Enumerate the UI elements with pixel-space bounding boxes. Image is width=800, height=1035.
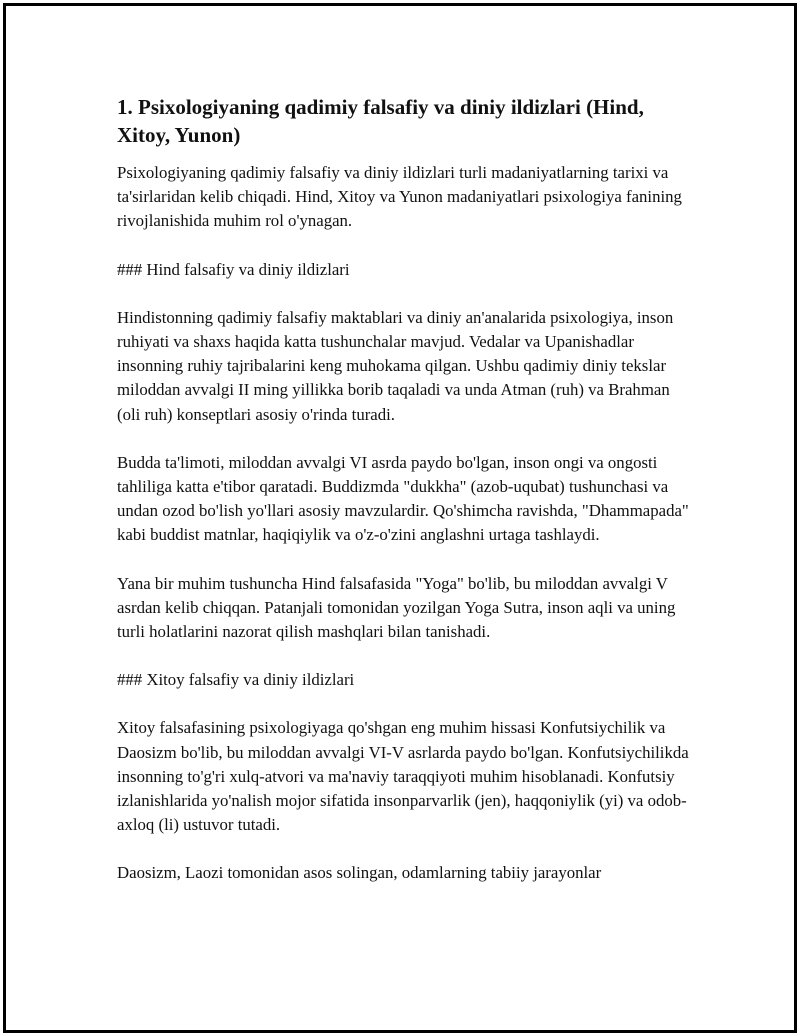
paragraph-xitoy-daoism: Daosizm, Laozi tomonidan asos solingan, odamlarning tabiiy jarayonlar — [117, 863, 602, 883]
paragraph-xitoy-confucianism: Xitoy falsafasining psixologiyaga qo'shgan eng muhim hissasi Konfutsiychilik va Daosizm bo'lib, bu miloddan avvalgi VI-V asrlarda paydo bo'lgan. Konfutsiychilikda insonning to'g'ri xulq-atvori va ma'naviy taraqqiyoti muhim hisoblanadi. Konfutsiy izlanishlarida yo'nalish mojor sifatida insonparvarlik (jen), haqqoniylik (yi) va odob-axloq (li) ustuvor tutadi. — [117, 718, 689, 835]
paragraph-hind-yoga: Yana bir muhim tushuncha Hind falsafasida "Yoga" bo'lib, bu miloddan avvalgi V asrdan kelib chiqqan. Patanjali tomonidan yozilgan Yoga Sutra, inson aqli va uning turli holatlarini nazorat qilish mashqlari bilan tanishadi. — [117, 573, 676, 642]
document-title: 1. Psixologiyaning qadimiy falsafiy va diniy ildizlari (Hind, Xitoy, Yunon) — [117, 95, 644, 147]
intro-paragraph: Psixologiyaning qadimiy falsafiy va diniy ildizlari turli madaniyatlarning tarixi va ta'sirlaridan kelib chiqadi. Hind, Xitoy va Yunon madaniyatlari psixologiya fanining rivojlanishida muhim rol o'ynagan. — [117, 163, 682, 231]
document-body — [117, 93, 697, 910]
paragraph-hind-buddha: Budda ta'limoti, miloddan avvalgi VI asrda paydo bo'lgan, inson ongi va ongosti tahliliga katta e'tibor qaratadi. Buddizmda "dukkha" (azob-uqubat) tushunchasi va undan ozod bo'lish yo'llari asosiy mavzulardir. Qo'shimcha ravishda, "Dhammapada" kabi buddist matnlar, haqiqiylik va o'z-o'zini anglashni urtaga tashlaydi. — [117, 452, 689, 545]
paragraph-hind-vedas: Hindistonning qadimiy falsafiy maktablari va diniy an'analarida psixologiya, inson ruhiyati va shaxs haqida katta tushunchalar mavjud. Vedalar va Upanishadlar insonning ruhiy tajribalarini keng muhokama qilgan. Ushbu qadimiy diniy tekslar miloddan avvalgi II ming yillikka borib taqaladi va unda Atman (ruh) va Brahman (oli ruh) konseptlari asosiy o'rinda turadi. — [117, 307, 674, 424]
section-heading-xitoy: ### Xitoy falsafiy va diniy ildizlari — [117, 670, 355, 690]
section-heading-hind: ### Hind falsafiy va diniy ildizlari — [117, 259, 350, 279]
